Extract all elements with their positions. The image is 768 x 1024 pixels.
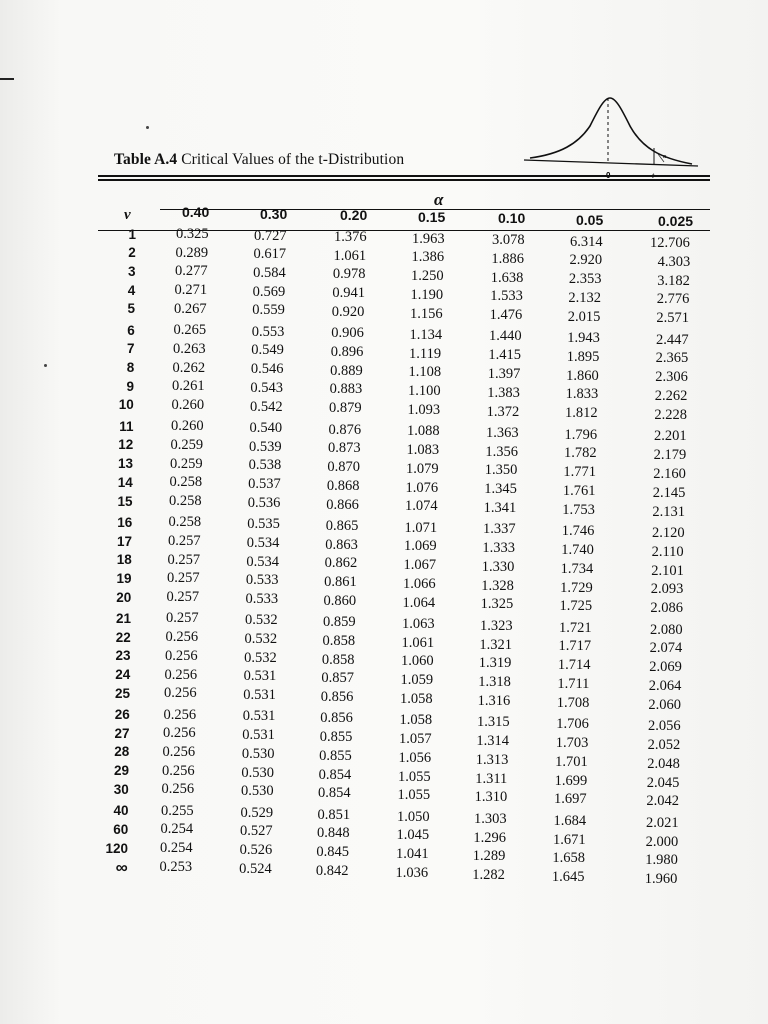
df-cell: 21 xyxy=(115,610,131,626)
value-cell: 1.119 xyxy=(409,345,442,362)
value-cell: 1.717 xyxy=(558,638,592,655)
top-rule xyxy=(98,175,710,177)
df-cell: 19 xyxy=(116,570,132,586)
df-cell: 17 xyxy=(116,533,132,549)
df-cell: 20 xyxy=(116,589,132,605)
value-cell: 1.061 xyxy=(333,247,367,264)
value-cell: 2.131 xyxy=(652,503,686,520)
df-cell: 23 xyxy=(115,648,131,664)
value-cell: 1.319 xyxy=(478,655,512,672)
value-cell: 1.314 xyxy=(476,733,510,750)
value-cell: 0.256 xyxy=(165,647,198,664)
value-cell: 1.645 xyxy=(551,869,585,886)
df-cell: 14 xyxy=(117,474,133,490)
value-cell: 1.383 xyxy=(487,384,520,401)
value-cell: 0.848 xyxy=(316,825,350,842)
value-cell: 1.415 xyxy=(488,347,522,364)
value-cell: 0.941 xyxy=(332,285,365,302)
value-cell: 0.531 xyxy=(243,668,277,685)
value-cell: 0.865 xyxy=(325,517,359,534)
value-cell: 1.079 xyxy=(406,460,439,477)
value-cell: 0.920 xyxy=(331,303,365,320)
value-cell: 0.531 xyxy=(242,708,276,725)
value-cell: 1.363 xyxy=(486,424,519,441)
value-cell: 1.076 xyxy=(405,479,439,496)
value-cell: 1.310 xyxy=(474,789,508,806)
df-cell: 30 xyxy=(113,781,129,797)
df-cell: 22 xyxy=(115,629,131,645)
df-cell: 1 xyxy=(128,226,136,242)
value-cell: 3.078 xyxy=(492,232,525,248)
df-cell: 60 xyxy=(113,821,129,837)
value-cell: 1.108 xyxy=(408,364,442,381)
value-cell: 1.963 xyxy=(412,230,445,247)
v-column-header: v xyxy=(124,207,131,223)
value-cell: 0.876 xyxy=(328,421,362,438)
value-cell: 0.257 xyxy=(168,533,201,549)
value-cell: 0.253 xyxy=(159,858,193,875)
value-cell: 0.863 xyxy=(325,536,358,553)
value-cell: 0.540 xyxy=(249,419,283,436)
value-cell: 1.063 xyxy=(402,615,435,632)
value-cell: 0.879 xyxy=(329,400,362,417)
value-cell: 1.812 xyxy=(565,405,598,422)
value-cell: 0.256 xyxy=(164,666,198,683)
value-cell: 0.261 xyxy=(172,378,205,395)
value-cell: 1.060 xyxy=(401,653,434,670)
value-cell: 1.345 xyxy=(484,481,517,498)
value-cell: 0.529 xyxy=(240,804,274,821)
value-cell: 1.061 xyxy=(401,634,435,651)
value-cell: 0.262 xyxy=(172,359,206,376)
value-cell: 0.873 xyxy=(327,440,361,457)
value-cell: 0.856 xyxy=(320,710,353,727)
value-cell: 2.015 xyxy=(567,308,601,325)
column-header: 0.10 xyxy=(498,210,526,226)
value-cell: 0.859 xyxy=(323,614,356,631)
value-cell: 1.960 xyxy=(644,871,678,888)
value-cell: 0.533 xyxy=(245,572,279,589)
value-cell: 12.706 xyxy=(650,235,690,251)
value-cell: 0.271 xyxy=(174,282,208,299)
df-cell: 120 xyxy=(105,840,128,856)
value-cell: 2.447 xyxy=(656,331,689,348)
value-cell: 2.086 xyxy=(650,600,684,617)
value-cell: 0.854 xyxy=(318,766,352,783)
value-cell: 2.228 xyxy=(654,406,688,423)
value-cell: 0.532 xyxy=(244,630,278,647)
value-cell: 0.259 xyxy=(170,455,203,472)
value-cell: 1.296 xyxy=(473,829,507,846)
value-cell: 0.257 xyxy=(167,551,201,568)
value-cell: 2.201 xyxy=(654,428,687,445)
value-cell: 1.440 xyxy=(489,328,522,345)
value-cell: 1.045 xyxy=(396,827,430,844)
value-cell: 2.056 xyxy=(648,718,681,735)
value-cell: 1.330 xyxy=(481,558,515,575)
value-cell: 0.858 xyxy=(321,651,355,668)
value-cell: 0.858 xyxy=(322,632,356,649)
value-cell: 2.048 xyxy=(647,755,680,772)
value-cell: 0.256 xyxy=(165,629,199,646)
value-cell: 0.842 xyxy=(315,862,349,879)
value-cell: 1.328 xyxy=(481,577,514,594)
value-cell: 0.542 xyxy=(249,398,283,415)
df-cell: 24 xyxy=(115,667,131,682)
value-cell: 0.896 xyxy=(330,344,364,361)
value-cell: 0.535 xyxy=(247,516,280,533)
value-cell: 1.071 xyxy=(404,519,438,536)
value-cell: 0.553 xyxy=(251,323,285,340)
value-cell: 0.855 xyxy=(319,729,353,746)
value-cell: 1.069 xyxy=(404,538,437,555)
value-cell: 0.860 xyxy=(323,592,357,609)
table-number: Table A.4 xyxy=(114,151,178,168)
value-cell: 1.753 xyxy=(562,501,595,518)
value-cell: 1.397 xyxy=(487,366,521,382)
value-cell: 1.721 xyxy=(559,619,592,636)
value-cell: 2.179 xyxy=(653,447,687,464)
df-cell: 27 xyxy=(114,725,130,741)
value-cell: 1.350 xyxy=(484,462,518,479)
value-cell: 1.067 xyxy=(403,557,437,574)
value-cell: 1.337 xyxy=(483,521,516,538)
value-cell: 2.093 xyxy=(650,581,684,598)
value-cell: 1.036 xyxy=(395,864,429,881)
value-cell: 0.257 xyxy=(166,589,200,606)
value-cell: 1.250 xyxy=(411,268,444,284)
value-cell: 1.055 xyxy=(397,787,431,804)
value-cell: 0.256 xyxy=(163,706,197,723)
value-cell: 0.543 xyxy=(250,379,284,396)
page-edge-mark xyxy=(0,78,14,80)
value-cell: 1.658 xyxy=(552,850,586,867)
value-cell: 0.906 xyxy=(331,325,364,342)
value-cell: 0.530 xyxy=(241,745,275,762)
value-cell: 0.260 xyxy=(171,396,205,413)
df-cell: 29 xyxy=(113,763,129,779)
value-cell: 0.531 xyxy=(242,727,275,744)
df-cell: 4 xyxy=(127,282,136,298)
df-cell: 5 xyxy=(127,301,135,317)
value-cell: 0.870 xyxy=(327,459,361,476)
value-cell: 0.256 xyxy=(164,685,197,702)
df-cell: 10 xyxy=(118,397,134,413)
value-cell: 1.064 xyxy=(402,594,436,611)
value-cell: 2.060 xyxy=(648,696,682,713)
value-cell: 3.182 xyxy=(657,272,690,289)
value-cell: 1.714 xyxy=(557,657,591,674)
alpha-header: α xyxy=(434,190,444,209)
value-cell: 1.341 xyxy=(483,500,517,516)
value-cell: 1.372 xyxy=(486,403,520,420)
value-cell: 0.258 xyxy=(169,474,203,491)
column-header: 0.20 xyxy=(340,207,368,223)
df-cell: 2 xyxy=(128,245,136,261)
value-cell: 1.289 xyxy=(472,848,506,865)
value-cell: 1.701 xyxy=(555,753,588,770)
value-cell: 0.530 xyxy=(241,764,275,781)
value-cell: 0.549 xyxy=(251,342,284,359)
value-cell: 1.356 xyxy=(485,443,519,460)
t-distribution-curve-icon xyxy=(520,92,700,184)
value-cell: 1.083 xyxy=(406,441,440,458)
value-cell: 0.856 xyxy=(320,689,354,706)
value-cell: 0.978 xyxy=(332,266,366,283)
value-cell: 0.531 xyxy=(243,687,276,704)
value-cell: 1.746 xyxy=(561,523,595,540)
curve-alpha-label: α xyxy=(663,154,667,160)
value-cell: 0.530 xyxy=(240,783,274,800)
table-title xyxy=(114,151,404,169)
value-cell: 2.120 xyxy=(652,524,685,541)
value-cell: 1.697 xyxy=(554,791,587,808)
value-cell: 1.708 xyxy=(556,694,590,711)
value-cell: 1.059 xyxy=(400,672,434,689)
speck xyxy=(146,126,149,129)
value-cell: 2.160 xyxy=(653,465,686,482)
value-cell: 1.315 xyxy=(477,714,510,731)
value-cell: 0.559 xyxy=(252,302,285,319)
value-cell: 1.311 xyxy=(475,770,508,787)
value-cell: 1.476 xyxy=(489,307,523,324)
value-cell: 1.325 xyxy=(480,596,514,613)
df-cell: 16 xyxy=(117,514,133,530)
value-cell: 1.782 xyxy=(563,445,597,462)
df-cell: 26 xyxy=(114,707,130,722)
value-cell: 0.265 xyxy=(173,322,207,339)
value-cell: 0.255 xyxy=(161,802,194,819)
value-cell: 0.527 xyxy=(240,823,273,840)
value-cell: 1.303 xyxy=(474,810,507,827)
value-cell: 0.868 xyxy=(326,477,360,494)
value-cell: 1.333 xyxy=(482,540,516,557)
value-cell: 1.376 xyxy=(334,229,367,245)
value-cell: 1.386 xyxy=(411,249,445,266)
df-cell: 3 xyxy=(127,263,136,279)
value-cell: 1.321 xyxy=(479,636,513,653)
value-cell: 1.684 xyxy=(553,812,587,829)
value-cell: 1.860 xyxy=(566,367,599,384)
value-cell: 0.260 xyxy=(171,418,204,435)
value-cell: 1.313 xyxy=(475,751,509,768)
value-cell: 2.145 xyxy=(652,484,686,501)
value-cell: 0.257 xyxy=(167,570,200,587)
df-cell: 9 xyxy=(126,378,134,394)
column-header: 0.40 xyxy=(182,204,210,220)
value-cell: 0.267 xyxy=(174,300,207,317)
value-cell: 2.110 xyxy=(651,543,684,560)
column-header: 0.025 xyxy=(658,213,694,229)
df-cell: 18 xyxy=(116,552,132,568)
value-cell: 1.711 xyxy=(557,676,590,693)
value-cell: 1.156 xyxy=(410,305,443,322)
value-cell: 2.080 xyxy=(650,621,683,638)
value-cell: 0.256 xyxy=(162,762,195,779)
value-cell: 2.074 xyxy=(649,640,683,657)
value-cell: 2.000 xyxy=(645,833,679,850)
value-cell: 6.314 xyxy=(570,233,603,250)
value-cell: 1.041 xyxy=(396,846,429,863)
value-cell: 2.021 xyxy=(646,814,679,831)
df-cell: 12 xyxy=(118,437,134,453)
value-cell: 0.617 xyxy=(253,246,287,263)
value-cell: 2.776 xyxy=(656,291,690,308)
table-title-text: Critical Values of the t-Distribution xyxy=(181,151,405,168)
df-cell: 40 xyxy=(113,803,129,819)
value-cell: 0.256 xyxy=(162,743,196,760)
value-cell: 0.532 xyxy=(245,612,278,629)
value-cell: 1.056 xyxy=(398,749,432,766)
speck xyxy=(44,364,47,367)
value-cell: 0.861 xyxy=(324,574,357,591)
value-cell: 0.584 xyxy=(253,264,286,281)
value-cell: 1.729 xyxy=(560,579,593,596)
value-cell: 0.325 xyxy=(176,226,209,242)
value-cell: 0.537 xyxy=(248,476,281,493)
value-cell: 2.365 xyxy=(655,350,689,367)
value-cell: 2.064 xyxy=(648,677,682,694)
value-cell: 1.638 xyxy=(490,269,524,286)
value-cell: 1.323 xyxy=(480,617,513,634)
value-cell: 1.093 xyxy=(407,401,441,418)
df-cell: 15 xyxy=(117,493,133,509)
value-cell: 0.538 xyxy=(248,457,282,474)
value-cell: 1.796 xyxy=(564,426,598,443)
value-cell: 0.258 xyxy=(168,514,202,531)
value-cell: 0.862 xyxy=(324,555,358,572)
value-cell: 1.057 xyxy=(399,731,432,748)
value-cell: 1.533 xyxy=(490,288,523,305)
df-cell: 11 xyxy=(119,418,134,434)
value-cell: 2.262 xyxy=(654,388,688,405)
column-header: 0.15 xyxy=(418,208,446,225)
value-cell: 0.534 xyxy=(246,553,279,570)
value-cell: 0.532 xyxy=(244,649,277,666)
df-cell: 13 xyxy=(117,456,133,472)
value-cell: 1.282 xyxy=(472,867,505,884)
value-cell: 1.671 xyxy=(552,831,586,848)
value-cell: 0.254 xyxy=(160,821,194,838)
value-cell: 0.526 xyxy=(239,842,273,859)
column-header: 0.05 xyxy=(576,211,604,228)
value-cell: 0.727 xyxy=(254,227,287,244)
value-cell: 2.920 xyxy=(569,252,603,269)
value-cell: 0.854 xyxy=(318,785,351,802)
df-cell: ∞ xyxy=(115,857,128,877)
value-cell: 1.058 xyxy=(399,712,433,729)
value-cell: 0.883 xyxy=(329,381,363,398)
value-cell: 1.703 xyxy=(555,735,589,752)
value-cell: 0.256 xyxy=(161,781,195,798)
value-cell: 2.571 xyxy=(656,310,690,327)
df-cell: 28 xyxy=(114,744,130,760)
value-cell: 0.289 xyxy=(175,244,209,261)
df-cell: 8 xyxy=(126,360,135,375)
value-cell: 0.259 xyxy=(170,436,204,453)
value-cell: 1.088 xyxy=(407,423,440,440)
value-cell: 1.050 xyxy=(397,808,430,825)
df-cell: 7 xyxy=(126,341,135,357)
value-cell: 1.833 xyxy=(565,386,599,403)
value-cell: 0.524 xyxy=(239,860,272,877)
df-cell: 6 xyxy=(127,322,135,338)
value-cell: 1.190 xyxy=(410,286,444,303)
value-cell: 4.303 xyxy=(657,253,691,270)
value-cell: 1.771 xyxy=(563,464,597,481)
column-header: 0.30 xyxy=(260,205,288,222)
value-cell: 1.699 xyxy=(554,772,588,789)
value-cell: 0.845 xyxy=(316,844,350,861)
value-cell: 0.546 xyxy=(250,361,284,378)
value-cell: 0.569 xyxy=(252,283,286,300)
value-cell: 1.886 xyxy=(491,250,525,267)
value-cell: 0.855 xyxy=(319,747,352,764)
value-cell: 0.889 xyxy=(330,362,363,379)
value-cell: 2.353 xyxy=(568,271,602,288)
value-cell: 1.740 xyxy=(561,541,594,558)
value-cell: 0.263 xyxy=(173,340,206,357)
value-cell: 1.761 xyxy=(562,482,596,499)
value-cell: 2.052 xyxy=(647,737,681,753)
value-cell: 0.539 xyxy=(249,438,282,455)
value-cell: 0.257 xyxy=(166,610,199,627)
value-cell: 0.533 xyxy=(245,590,279,607)
value-cell: 2.101 xyxy=(651,562,684,579)
value-cell: 1.316 xyxy=(477,692,511,709)
value-cell: 1.734 xyxy=(560,560,594,577)
value-cell: 2.042 xyxy=(646,793,680,810)
value-cell: 1.074 xyxy=(405,498,438,515)
value-cell: 0.866 xyxy=(326,496,359,513)
value-cell: 0.256 xyxy=(163,725,196,742)
value-cell: 0.534 xyxy=(246,534,280,551)
value-cell: 1.943 xyxy=(567,330,600,347)
top-rule-2 xyxy=(98,179,710,181)
value-cell: 0.536 xyxy=(247,494,281,511)
value-cell: 1.980 xyxy=(645,852,678,869)
value-cell: 0.851 xyxy=(317,806,351,823)
value-cell: 1.318 xyxy=(478,674,511,691)
value-cell: 0.277 xyxy=(175,263,208,280)
df-cell: 25 xyxy=(114,685,130,701)
value-cell: 2.132 xyxy=(568,289,601,306)
value-cell: 0.254 xyxy=(160,840,193,856)
value-cell: 1.134 xyxy=(409,326,443,343)
value-cell: 1.055 xyxy=(398,768,431,785)
value-cell: 1.895 xyxy=(566,348,600,365)
value-cell: 1.058 xyxy=(400,690,433,707)
value-cell: 2.045 xyxy=(646,774,680,791)
value-cell: 2.069 xyxy=(649,659,682,676)
value-cell: 0.857 xyxy=(321,670,354,687)
value-cell: 2.306 xyxy=(655,369,688,386)
value-cell: 1.066 xyxy=(403,575,436,592)
value-cell: 0.258 xyxy=(169,493,202,509)
value-cell: 1.725 xyxy=(559,598,593,615)
value-cell: 1.100 xyxy=(408,383,441,400)
value-cell: 1.706 xyxy=(556,716,589,733)
